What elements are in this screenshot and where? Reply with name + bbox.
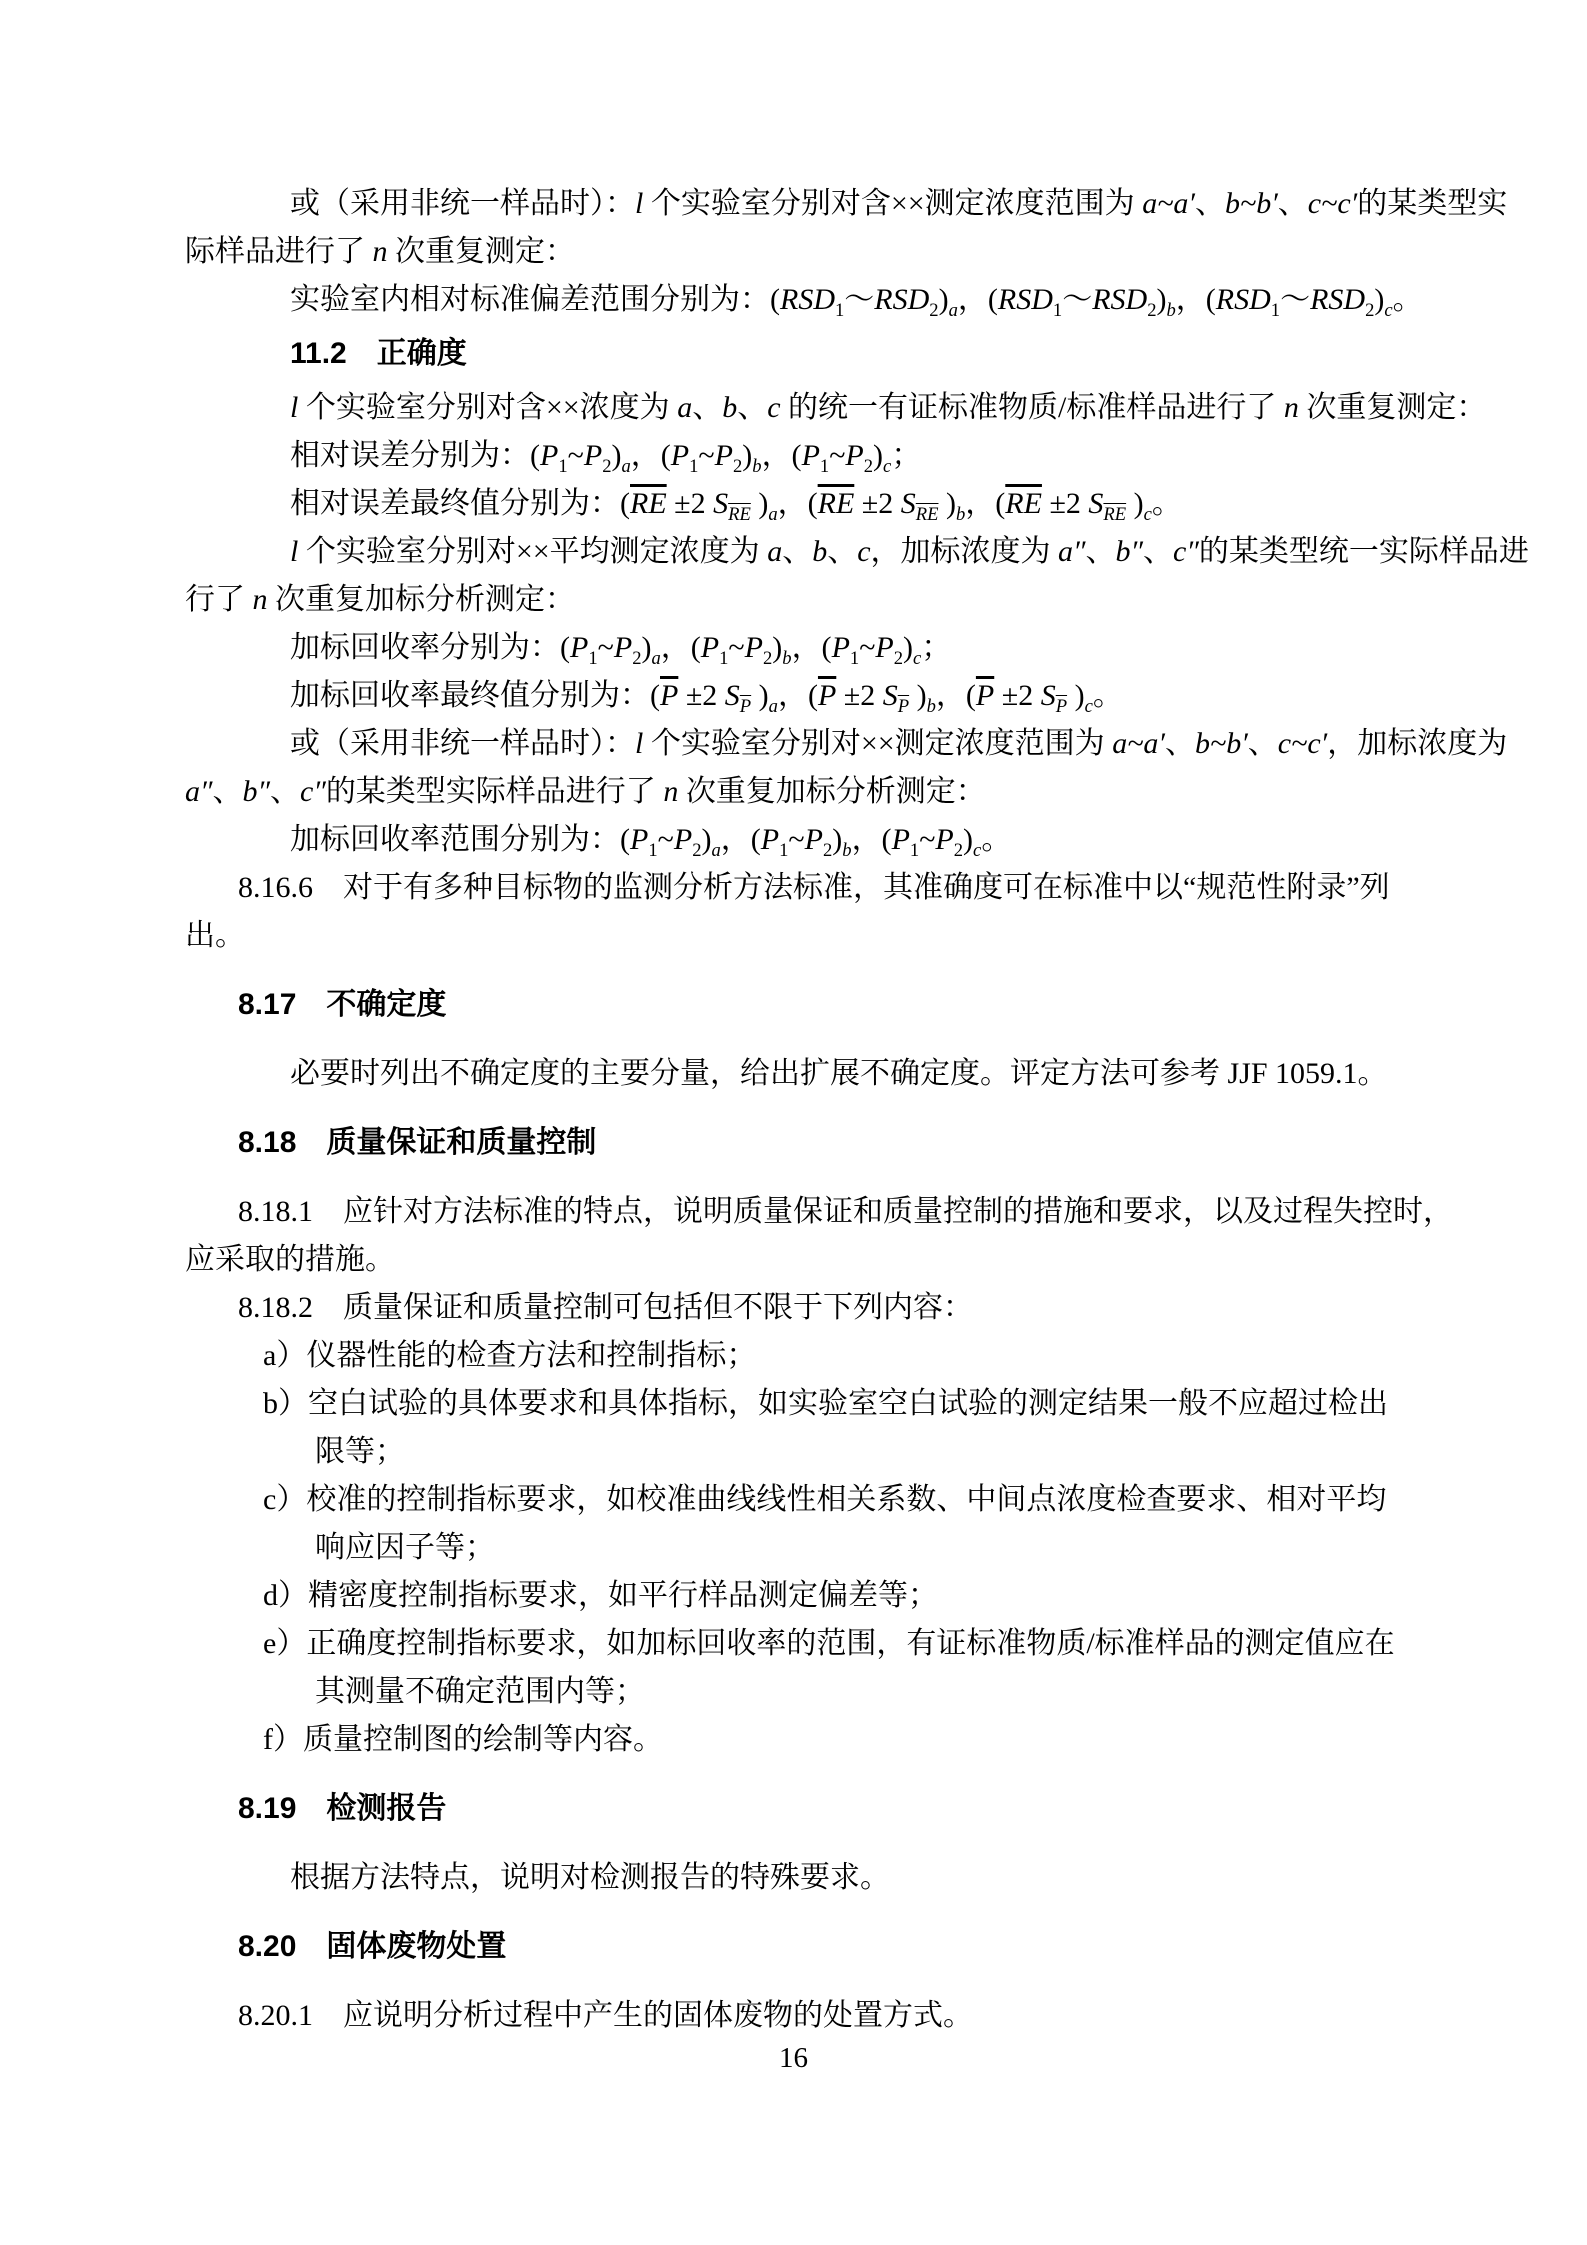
text-segment: 2 [929,300,939,321]
text-segment: 的某类型实 [1357,187,1508,220]
text-segment: ~ [657,823,674,856]
text-segment: 或（采用非统一样品时）： [290,187,635,220]
text-segment: 次重复测定： [1298,391,1487,424]
formula-recovery-range [185,816,1430,864]
text-segment: ，( [965,487,1006,520]
text-segment: 2 [632,648,642,669]
text-segment: $\overline{RE}$ [630,487,667,520]
heading-11-2-trueness [185,330,1430,378]
text-segment: a [677,391,693,424]
text-segment: ) [1067,679,1085,712]
text-segment: ) [909,679,927,712]
text-segment: l [290,535,299,568]
text-segment: P [739,696,752,717]
formula-relative-error [185,432,1430,480]
text-segment: 1 [779,840,789,861]
text-segment: ~ [919,823,936,856]
text-segment: 的某类型统一实际样品进 [1198,535,1529,568]
text-segment: 加标回收率范围分别为：( [290,823,630,856]
text-segment: n [1283,391,1299,424]
text-segment: a″ [1058,535,1086,568]
text-segment: RSD [1310,283,1366,316]
text-segment: $\overline{P}$ [817,679,837,712]
text-segment: 、 [827,535,858,568]
text-segment: S [713,487,729,520]
text-segment: RSD [780,283,835,316]
text-segment: a）仪器性能的检查方法和控制指标； [263,1339,757,1372]
text-segment: 。 [1092,679,1123,712]
formula-relative-error-final [185,480,1430,528]
text-segment: a [768,696,778,717]
list-item-a [185,1332,1430,1380]
text-segment: b″ [242,775,270,808]
text-segment: $\overline{RE}$ [817,487,855,520]
text-segment: ～ [1280,283,1311,316]
para-nonuniform-spiked-line2 [185,768,1430,816]
text-segment: f）质量控制图的绘制等内容。 [263,1723,663,1756]
list-item-c-line2 [185,1524,1430,1572]
text-segment: P [700,631,720,664]
text-segment: 8.20.1 应说明分析过程中产生的固体废物的处置方式。 [238,1999,973,2032]
heading-8-17-uncertainty [185,981,1430,1029]
heading-8-20-solid-waste [185,1923,1430,1971]
text-segment: a [948,300,958,321]
text-segment: 、 [1143,535,1174,568]
clause-8-16-6-line1 [185,864,1430,912]
text-segment: P [875,631,894,664]
text-segment: ) [938,487,956,520]
text-segment: 8.17 不确定度 [238,988,447,1021]
text-segment: ±2 [994,679,1041,712]
text-segment: n [252,583,268,616]
text-segment: ) [751,679,769,712]
para-nonuniform-spiked-line1 [185,720,1508,768]
text-segment: 、 [1085,535,1116,568]
text-segment: 必要时列出不确定度的主要分量，给出扩展不确定度。评定方法可参考 JJF 1059.1。 [290,1057,1388,1090]
text-segment: RE [915,504,939,525]
text-segment: ) [641,631,652,664]
text-segment: 个实验室分别对含××浓度为 [298,391,678,424]
text-segment: c [1384,300,1393,321]
text-segment: P [831,631,850,664]
clause-8-18-2 [185,1284,1430,1332]
text-segment: b [812,535,828,568]
text-segment: 次重复加标分析测定： [267,583,575,616]
text-segment: ~ [788,823,805,856]
text-segment: ) [1156,283,1167,316]
text-segment: P [760,823,780,856]
text-segment: 。 [981,823,1012,856]
text-segment: d）精密度控制指标要求，如平行样品测定偏差等； [263,1579,938,1612]
text-segment: P [540,439,559,472]
text-segment: ~ [829,439,846,472]
text-segment: l [635,727,644,760]
text-segment: ) [963,823,974,856]
text-segment: 8.19 检测报告 [238,1792,447,1825]
text-segment: c [913,648,922,669]
text-segment: ，( [630,439,671,472]
list-item-c-line1 [185,1476,1430,1524]
text-segment: 出。 [185,919,245,952]
clause-8-16-6-line2 [185,912,1430,960]
list-item-f [185,1716,1430,1764]
text-segment: RSD [1215,283,1271,316]
text-segment: b [1166,300,1176,321]
list-item-e-line2 [185,1668,1430,1716]
text-segment: 2 [762,648,773,669]
text-segment: $\overline{P}$ [660,679,679,712]
text-segment: ~ [728,631,745,664]
text-segment: P [1055,696,1068,717]
text-segment: c″ [300,775,326,808]
text-segment: 2 [732,456,743,477]
text-segment: ~ [698,439,715,472]
text-segment: P [670,439,690,472]
text-segment: c [1084,696,1093,717]
list-item-d [185,1572,1430,1620]
text-segment: 、 [1194,187,1225,220]
para-labs-spiked-line2 [185,576,1430,624]
text-segment: 2 [863,456,874,477]
clause-8-18-1-line2 [185,1236,1430,1284]
text-segment: P [801,439,820,472]
text-segment: ，( [791,631,832,664]
text-segment: 际样品进行了 [185,235,373,268]
text-segment: a [711,840,721,861]
text-segment: c″ [1173,535,1199,568]
list-item-b-line1 [185,1380,1430,1428]
text-segment: a~a′ [1112,727,1165,760]
text-segment: 、 [1164,727,1195,760]
text-segment: P [570,631,589,664]
text-segment: a~a′ [1142,187,1195,220]
text-segment: ) [903,631,914,664]
text-segment: ，( [660,631,701,664]
text-segment: P [744,631,763,664]
para-labs-certified-material [185,384,1487,432]
text-segment: ) [873,439,884,472]
text-segment: ，( [777,487,818,520]
document-body [185,180,1529,2040]
text-segment: 1 [588,648,598,669]
text-segment: c [973,840,982,861]
text-segment: ，( [935,679,976,712]
text-segment: c）校准的控制指标要求，如校准曲线线性相关系数、中间点浓度检查要求、相对平均 [263,1483,1387,1516]
text-segment: P [583,439,603,472]
text-segment: ，( [851,823,892,856]
text-segment: 或（采用非统一样品时）： [290,727,635,760]
list-item-e-line1 [185,1620,1430,1668]
text-segment: c [1143,504,1152,525]
text-segment: 1 [835,300,845,321]
text-segment: c~c′ [1307,187,1358,220]
text-segment: 根据方法特点，说明对检测报告的特殊要求。 [290,1861,890,1894]
para-nonuniform-sample-line2 [185,228,1430,276]
para-test-report [185,1854,1430,1902]
text-segment: b [842,840,852,861]
text-segment: 、 [1277,187,1308,220]
text-segment: ±2 [854,487,901,520]
text-segment: 2 [692,840,702,861]
text-segment: 2 [953,840,964,861]
text-segment: 其测量不确定范围内等； [315,1675,645,1708]
text-segment: c [857,535,871,568]
formula-recovery-final [185,672,1430,720]
text-segment: ～ [844,283,875,316]
text-segment: 1 [819,456,830,477]
text-segment: a [768,504,778,525]
text-segment: 1 [1270,300,1281,321]
formula-rsd-range [185,276,1430,324]
text-segment: P [935,823,954,856]
text-segment: ； [921,631,952,664]
text-segment: ±2 [1041,487,1089,520]
text-segment: ) [1126,487,1144,520]
text-segment: RE [728,504,751,525]
text-segment: b [782,648,792,669]
text-segment: S [1040,679,1056,712]
clause-8-18-1-line1 [185,1188,1453,1236]
text-segment: l [290,391,299,424]
text-segment: a [767,535,783,568]
text-segment: c~c′ [1277,727,1328,760]
text-segment: b）空白试验的具体要求和具体指标，如实验室空白试验的测定结果一般不应超过检出 [263,1387,1388,1420]
page-number: 16 [779,2042,808,2074]
text-segment: 次重复加标分析测定： [678,775,986,808]
text-segment: $\overline{RE}$ [1005,487,1042,520]
text-segment: 、 [692,391,723,424]
text-segment: a [651,648,661,669]
text-segment: 应采取的措施。 [185,1243,395,1276]
text-segment: c [883,456,892,477]
text-segment: e）正确度控制指标要求，如加标回收率的范围，有证标准物质/标准样品的测定值应在 [263,1627,1395,1660]
text-segment: 11.2 正确度 [290,337,467,370]
para-labs-spiked-line1 [185,528,1529,576]
text-segment: 、 [270,775,300,808]
text-segment: P [804,823,823,856]
text-segment: b~b′ [1194,727,1248,760]
text-segment: c [767,391,781,424]
text-segment: P [630,823,649,856]
text-segment: b [955,504,966,525]
text-segment: 相对误差分别为：( [290,439,540,472]
text-segment: ) [742,439,753,472]
text-segment: b [752,456,762,477]
text-segment: ，( [957,283,998,316]
text-segment: 个实验室分别对含××测定浓度范围为 [643,187,1143,220]
para-uncertainty [185,1050,1430,1098]
text-segment: 、 [782,535,813,568]
text-segment: ) [772,631,783,664]
text-segment: P [673,823,693,856]
text-segment: ~ [567,439,584,472]
text-segment: 1 [909,840,920,861]
text-segment: 响应因子等； [315,1531,495,1564]
text-segment: 、 [1247,727,1278,760]
text-segment: ~ [859,631,876,664]
formula-recovery [185,624,1430,672]
text-segment: 1 [1052,300,1063,321]
text-segment: 加标回收率最终值分别为：( [290,679,660,712]
text-segment: 2 [893,648,904,669]
para-nonuniform-sample-line1 [185,180,1508,228]
text-segment: 8.18 质量保证和质量控制 [238,1126,597,1159]
text-segment: ) [938,283,949,316]
text-segment: 加标回收率分别为：( [290,631,570,664]
text-segment: a″ [185,775,213,808]
text-segment: 实验室内相对标准偏差范围分别为：( [290,283,780,316]
text-segment: ±2 [666,487,714,520]
text-segment: ) [611,439,622,472]
text-segment: 1 [719,648,729,669]
text-segment: b [722,391,738,424]
text-segment: ~ [597,631,614,664]
text-segment: ～ [1062,283,1093,316]
text-segment: ) [750,487,769,520]
text-segment: 、 [737,391,768,424]
clause-8-20-1 [185,1992,1430,2040]
text-segment: ) [1374,283,1385,316]
text-segment: 2 [602,456,612,477]
text-segment: b″ [1115,535,1144,568]
text-segment: P [845,439,864,472]
text-segment: 1 [558,456,568,477]
text-segment: RE [1103,504,1127,525]
text-segment: 8.16.6 对于有多种目标物的监测分析方法标准，其准确度可在标准中以“规范性附录”列 [238,871,1390,904]
text-segment: S [900,487,916,520]
text-segment: RSD [997,283,1053,316]
text-segment: 限等； [315,1435,405,1468]
text-segment: 相对误差最终值分别为：( [290,487,630,520]
text-segment: ，( [777,679,818,712]
text-segment: 8.18.2 质量保证和质量控制可包括但不限于下列内容： [238,1291,973,1324]
text-segment: RSD [874,283,930,316]
text-segment: b [926,696,936,717]
text-segment: 2 [822,840,833,861]
heading-8-18-qa-qc [185,1119,1430,1167]
text-segment: S [882,679,898,712]
text-segment: 1 [648,840,658,861]
heading-8-19-test-report [185,1785,1430,1833]
text-segment: 1 [849,648,860,669]
text-segment: 个实验室分别对××测定浓度范围为 [643,727,1113,760]
text-segment: P [897,696,910,717]
text-segment: 次重复测定： [387,235,575,268]
text-segment: ±2 [836,679,883,712]
text-segment: 的统一有证标准物质/标准样品进行了 [780,391,1284,424]
text-segment: ，( [761,439,802,472]
text-segment: 8.20 固体废物处置 [238,1930,507,1963]
text-segment: ±2 [678,679,725,712]
text-segment: ，( [720,823,761,856]
text-segment: ，加标浓度为 [870,535,1059,568]
text-segment: P [613,631,633,664]
list-item-b-line2 [185,1428,1430,1476]
text-segment: $\overline{P}$ [975,679,995,712]
text-segment: 1 [689,456,699,477]
text-segment: b~b′ [1224,187,1278,220]
text-segment: 的某类型实际样品进行了 [325,775,664,808]
text-segment: a [621,456,631,477]
text-segment: l [635,187,644,220]
text-segment: ) [832,823,843,856]
text-segment: 行了 [185,583,253,616]
text-segment: RSD [1092,283,1148,316]
text-segment: S [1088,487,1104,520]
text-segment: 、 [212,775,243,808]
text-segment: 。 [1151,487,1182,520]
text-segment: P [714,439,733,472]
text-segment: 个实验室分别对××平均测定浓度为 [298,535,768,568]
text-segment: 2 [1147,300,1157,321]
text-segment: P [891,823,910,856]
text-segment: 。 [1392,283,1423,316]
text-segment: ) [701,823,712,856]
text-segment: 2 [1365,300,1375,321]
text-segment: n [372,235,388,268]
text-segment: ，( [1175,283,1216,316]
text-segment: n [663,775,679,808]
text-segment: 8.18.1 应针对方法标准的特点，说明质量保证和质量控制的措施和要求，以及过程失控时， [238,1195,1453,1228]
text-segment: ，加标浓度为 [1327,727,1508,760]
text-segment: S [724,679,740,712]
text-segment: ； [891,439,922,472]
